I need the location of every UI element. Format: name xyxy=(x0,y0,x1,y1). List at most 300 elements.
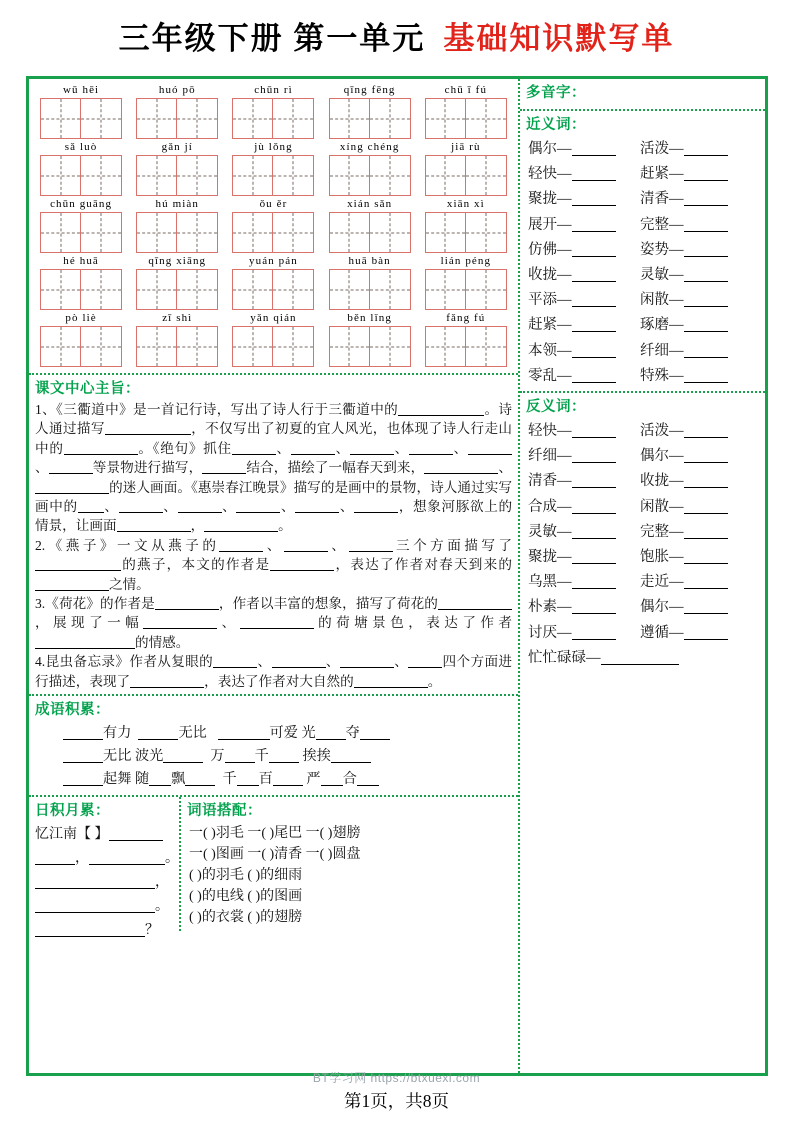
pinyin-cell xyxy=(420,198,512,253)
pinyin-label: gǎn jí xyxy=(161,141,193,153)
fill-in-blank[interactable] xyxy=(684,613,728,614)
antonym-word: 乌黑— xyxy=(528,574,572,591)
fill-in-blank[interactable] xyxy=(237,785,259,786)
idiom-line xyxy=(35,722,512,745)
tianzige-box[interactable] xyxy=(425,326,507,367)
pinyin-row xyxy=(33,312,514,367)
tianzige-box[interactable] xyxy=(425,98,507,139)
tianzige-box[interactable] xyxy=(425,269,507,310)
tianzige-box[interactable] xyxy=(329,326,411,367)
fill-in-blank[interactable] xyxy=(64,454,138,455)
fill-in-blank[interactable] xyxy=(684,281,728,282)
fill-in-blank[interactable] xyxy=(360,739,390,740)
tianzige-box[interactable] xyxy=(232,269,314,310)
pinyin-row xyxy=(33,84,514,139)
idiom-text: 无比 xyxy=(103,748,132,765)
fill-in-blank[interactable] xyxy=(684,563,728,564)
synonym-word: 清香— xyxy=(640,191,684,208)
fill-in-blank[interactable] xyxy=(684,462,728,463)
synonym-item xyxy=(528,187,640,212)
fill-in-blank[interactable] xyxy=(354,512,398,513)
synonym-item xyxy=(640,187,752,212)
fill-in-blank[interactable] xyxy=(684,437,728,438)
antonym-word: 聚拢— xyxy=(528,549,572,566)
left-column xyxy=(29,79,520,1073)
synonym-item xyxy=(640,364,752,389)
antonym-word: 走近— xyxy=(640,574,684,591)
fill-in-blank[interactable] xyxy=(354,687,428,688)
antonym-item xyxy=(528,520,640,545)
fill-in-blank[interactable] xyxy=(684,513,728,514)
tianzige-box[interactable] xyxy=(232,212,314,253)
pinyin-cell xyxy=(227,84,319,139)
idiom-text: 光 xyxy=(301,725,316,742)
pinyin-label: pò liè xyxy=(65,312,97,324)
idiom-text: 起舞 xyxy=(103,771,132,788)
fill-in-blank[interactable] xyxy=(684,357,728,358)
pinyin-label: zī shì xyxy=(162,312,193,324)
idiom-text: 无比 xyxy=(178,725,207,742)
fill-in-blank[interactable] xyxy=(572,281,616,282)
synonym-item xyxy=(528,238,640,263)
antonyms-section xyxy=(520,393,765,673)
fill-in-blank[interactable] xyxy=(684,205,728,206)
fill-in-blank[interactable] xyxy=(572,487,616,488)
antonym-item xyxy=(528,545,640,570)
antonym-word: 纤细— xyxy=(528,448,572,465)
fill-in-blank[interactable] xyxy=(572,538,616,539)
prose-text: ， xyxy=(190,518,205,534)
fill-in-blank[interactable] xyxy=(572,231,616,232)
prose-text: 、 xyxy=(280,499,296,515)
prose-text: 、 xyxy=(275,440,291,456)
matching-line[interactable]: ( )的羽毛 ( )的细雨 xyxy=(189,868,303,884)
fill-in-blank[interactable] xyxy=(63,762,103,763)
fill-in-blank[interactable] xyxy=(119,512,163,513)
fill-in-blank[interactable] xyxy=(35,888,155,889)
riji-panel xyxy=(29,797,181,939)
fill-in-blank[interactable] xyxy=(572,155,616,156)
antonym-item xyxy=(640,621,752,646)
fill-in-blank[interactable] xyxy=(684,306,728,307)
idiom-text: 波光 xyxy=(134,748,164,765)
prose-text: 、 xyxy=(325,654,340,670)
antonym-word: 偶尔— xyxy=(640,448,684,465)
prose-text: 等景物进行描写， xyxy=(92,460,203,476)
fill-in-blank[interactable] xyxy=(35,493,109,494)
bottom-split-section xyxy=(29,797,518,939)
synonym-item xyxy=(640,263,752,288)
idiom-spacer xyxy=(207,725,218,741)
pinyin-cell xyxy=(420,141,512,196)
synonyms-body xyxy=(520,135,765,391)
synonym-row xyxy=(528,187,761,212)
synonym-word: 特殊— xyxy=(640,367,684,384)
prose-text: 、 xyxy=(393,654,409,670)
fill-in-blank[interactable] xyxy=(155,609,219,610)
fill-in-blank[interactable] xyxy=(138,739,178,740)
title-grade-unit: 三年级下册 第一单元 xyxy=(118,20,426,56)
fill-in-blank[interactable] xyxy=(684,231,728,232)
fill-in-blank[interactable] xyxy=(78,512,104,513)
antonym-row xyxy=(528,621,761,646)
fill-in-blank[interactable] xyxy=(684,538,728,539)
prose-text: 、 xyxy=(35,460,49,476)
title-subject: 基础知识默写单 xyxy=(443,20,675,56)
synonym-word: 本领— xyxy=(528,342,572,359)
synonym-word: 活泼— xyxy=(640,141,684,157)
tianzige-box[interactable] xyxy=(329,269,411,310)
main-idea-heading: 课文中心主旨： xyxy=(35,381,140,397)
fill-in-blank[interactable] xyxy=(295,512,339,513)
idiom-text: 千 xyxy=(222,771,237,788)
riji-text: ？ xyxy=(145,923,159,939)
fill-in-blank[interactable] xyxy=(684,155,728,156)
synonym-word: 收拢— xyxy=(528,267,572,284)
antonym-word: 朴素— xyxy=(528,599,572,616)
fill-in-blank[interactable] xyxy=(89,864,165,865)
prose-text: 、 xyxy=(327,537,349,553)
pinyin-rows xyxy=(29,79,518,373)
synonym-item xyxy=(640,313,752,338)
fill-in-blank[interactable] xyxy=(117,531,191,532)
pinyin-label: hé huā xyxy=(63,255,99,267)
fill-in-blank[interactable] xyxy=(572,513,616,514)
fill-in-blank[interactable] xyxy=(572,437,616,438)
fill-in-blank[interactable] xyxy=(225,762,255,763)
fill-in-blank[interactable] xyxy=(218,739,270,740)
fill-in-blank[interactable] xyxy=(684,382,728,383)
tianzige-box[interactable] xyxy=(329,98,411,139)
fill-in-blank[interactable] xyxy=(601,664,679,665)
riji-line xyxy=(35,871,173,895)
idiom-body xyxy=(29,720,518,795)
matching-body xyxy=(181,821,518,928)
tianzige-box[interactable] xyxy=(136,326,218,367)
matching-line[interactable]: 一( )羽毛 一( )尾巴 一( )翅膀 xyxy=(189,826,361,842)
riji-line xyxy=(35,919,173,943)
fill-in-blank[interactable] xyxy=(572,563,616,564)
antonym-row xyxy=(528,646,761,671)
antonym-row xyxy=(528,545,761,570)
fill-in-blank[interactable] xyxy=(284,551,328,552)
synonyms-section xyxy=(520,111,765,393)
pinyin-cell xyxy=(420,84,512,139)
antonym-word: 收拢— xyxy=(640,473,684,490)
prose-text: ，想象河豚欲上的情景，让画面 xyxy=(35,499,513,534)
fill-in-blank[interactable] xyxy=(63,785,103,786)
matching-line[interactable]: 一( )图画 一( )清香 一( )圆盘 xyxy=(189,847,361,863)
antonym-item xyxy=(528,621,640,646)
fill-in-blank[interactable] xyxy=(185,785,215,786)
prose-text: 。 xyxy=(278,518,292,534)
main-idea-body xyxy=(29,399,518,694)
fill-in-blank[interactable] xyxy=(572,462,616,463)
pinyin-cell xyxy=(131,312,223,367)
synonym-word: 完整— xyxy=(640,216,684,233)
fill-in-blank[interactable] xyxy=(232,454,276,455)
fill-in-blank[interactable] xyxy=(438,609,512,610)
synonym-word: 聚拢— xyxy=(528,191,572,208)
fill-in-blank[interactable] xyxy=(572,613,616,614)
fill-in-blank[interactable] xyxy=(240,628,314,629)
main-idea-paragraph xyxy=(35,400,512,536)
pinyin-cell xyxy=(227,312,319,367)
fill-in-blank[interactable] xyxy=(130,687,204,688)
fill-in-blank[interactable] xyxy=(272,667,326,668)
fill-in-blank[interactable] xyxy=(109,840,163,841)
riji-line xyxy=(35,847,179,871)
tianzige-box[interactable] xyxy=(425,212,507,253)
tianzige-box[interactable] xyxy=(136,155,218,196)
fill-in-blank[interactable] xyxy=(178,512,222,513)
riji-text: ， xyxy=(75,851,89,867)
fill-in-blank[interactable] xyxy=(35,648,135,649)
fill-in-blank[interactable] xyxy=(219,551,263,552)
tianzige-box[interactable] xyxy=(40,155,122,196)
idiom-text: 万 xyxy=(210,748,225,765)
pinyin-label: běn lǐng xyxy=(347,312,392,324)
idiom-text: 合 xyxy=(342,771,357,788)
synonym-item xyxy=(528,263,640,288)
tianzige-box[interactable] xyxy=(136,212,218,253)
antonyms-heading: 反义词： xyxy=(526,399,586,416)
tianzige-box[interactable] xyxy=(40,326,122,367)
idiom-text: 千 xyxy=(254,748,269,765)
fill-in-blank[interactable] xyxy=(572,382,616,383)
prose-text: 、 xyxy=(452,440,468,456)
fill-in-blank[interactable] xyxy=(35,936,145,937)
prose-text: 、 xyxy=(498,460,512,476)
idiom-text: 随 xyxy=(134,771,150,788)
synonym-item xyxy=(528,364,640,389)
tianzige-box[interactable] xyxy=(329,155,411,196)
page-number: 第1页，共8页 xyxy=(344,1091,449,1111)
fill-in-blank[interactable] xyxy=(236,512,280,513)
pinyin-label: yǎn qián xyxy=(250,312,297,324)
fill-in-blank[interactable] xyxy=(63,739,103,740)
antonym-row xyxy=(528,520,761,545)
tianzige-box[interactable] xyxy=(136,98,218,139)
fill-in-blank[interactable] xyxy=(468,454,512,455)
fill-in-blank[interactable] xyxy=(572,256,616,257)
pinyin-cell xyxy=(324,312,416,367)
pinyin-cell xyxy=(324,198,416,253)
synonym-row xyxy=(528,364,761,389)
prose-text: 、 xyxy=(217,615,240,631)
fill-in-blank[interactable] xyxy=(331,762,371,763)
page-title xyxy=(0,0,793,62)
tianzige-box[interactable] xyxy=(329,212,411,253)
antonym-word: 灵敏— xyxy=(528,523,572,540)
prose-text: 、 xyxy=(221,499,237,515)
antonym-row xyxy=(528,595,761,620)
pinyin-cell xyxy=(35,141,127,196)
pinyin-label: jiā rù xyxy=(451,141,481,153)
fill-in-blank[interactable] xyxy=(684,588,728,589)
synonym-word: 轻快— xyxy=(528,166,572,183)
antonym-word: 轻快— xyxy=(528,423,572,440)
antonym-word: 合成— xyxy=(528,498,572,515)
fill-in-blank[interactable] xyxy=(408,667,442,668)
synonym-row xyxy=(528,162,761,187)
antonym-item xyxy=(640,520,752,545)
duoyinzi-section xyxy=(520,79,765,111)
riji-text: 。 xyxy=(155,899,169,915)
fill-in-blank[interactable] xyxy=(163,762,203,763)
pinyin-cell xyxy=(227,198,319,253)
antonym-row xyxy=(528,419,761,444)
right-column xyxy=(520,79,765,1073)
fill-in-blank[interactable] xyxy=(684,487,728,488)
synonym-item xyxy=(528,213,640,238)
fill-in-blank[interactable] xyxy=(409,454,453,455)
prose-text: 。《绝句》抓住 xyxy=(137,440,232,456)
matching-heading: 词语搭配： xyxy=(187,803,262,820)
prose-text: 、 xyxy=(334,440,350,456)
pinyin-label: chū ī fú xyxy=(444,84,488,96)
tianzige-box[interactable] xyxy=(40,212,122,253)
riji-text: ， xyxy=(155,875,169,891)
synonym-word: 偶尔— xyxy=(528,141,572,157)
pinyin-label: lián péng xyxy=(440,255,492,267)
fill-in-blank[interactable] xyxy=(202,473,246,474)
synonym-item xyxy=(528,339,640,364)
prose-text: ，表达了作者对春天到来的 xyxy=(334,557,513,573)
antonym-word: 讨厌— xyxy=(528,624,572,641)
pinyin-label: xíng chéng xyxy=(339,141,400,153)
riji-text: 忆江南【 】 xyxy=(35,827,109,843)
fill-in-blank[interactable] xyxy=(35,912,155,913)
prose-text: 三个方面描写了 xyxy=(392,537,513,553)
tianzige-box[interactable] xyxy=(232,155,314,196)
fill-in-blank[interactable] xyxy=(572,306,616,307)
matching-line[interactable]: ( )的电线 ( )的图画 xyxy=(189,889,303,905)
fill-in-blank[interactable] xyxy=(49,473,93,474)
prose-text: 3.《荷花》的作者是 xyxy=(35,596,155,612)
idiom-text: 百 xyxy=(258,771,273,788)
antonym-row xyxy=(528,469,761,494)
idiom-line xyxy=(35,745,512,768)
fill-in-blank[interactable] xyxy=(321,785,343,786)
antonym-item xyxy=(528,444,640,469)
synonyms-heading: 近义词： xyxy=(526,117,586,133)
fill-in-blank[interactable] xyxy=(572,205,616,206)
synonym-row xyxy=(528,263,761,288)
tianzige-box[interactable] xyxy=(40,269,122,310)
fill-in-blank[interactable] xyxy=(143,628,217,629)
prose-text: 。 xyxy=(427,673,442,689)
tianzige-box[interactable] xyxy=(136,269,218,310)
idiom-heading: 成语积累： xyxy=(35,702,110,719)
fill-in-blank[interactable] xyxy=(684,180,728,181)
pinyin-label: huā bàn xyxy=(348,255,391,267)
fill-in-blank[interactable] xyxy=(424,473,498,474)
fill-in-blank[interactable] xyxy=(684,639,728,640)
fill-in-blank[interactable] xyxy=(149,785,171,786)
pinyin-label: wū hēi xyxy=(62,84,100,96)
antonym-item xyxy=(528,595,640,620)
prose-text: 、 xyxy=(103,499,119,515)
fill-in-blank[interactable] xyxy=(684,256,728,257)
synonym-word: 平添— xyxy=(528,292,572,309)
synonym-row xyxy=(528,238,761,263)
pinyin-cell xyxy=(35,198,127,253)
riji-body xyxy=(29,821,179,943)
fill-in-blank[interactable] xyxy=(572,331,616,332)
fill-in-blank[interactable] xyxy=(213,667,257,668)
fill-in-blank[interactable] xyxy=(35,864,75,865)
fill-in-blank[interactable] xyxy=(35,590,109,591)
fill-in-blank[interactable] xyxy=(398,415,484,416)
pinyin-row xyxy=(33,198,514,253)
main-idea-paragraph xyxy=(35,536,512,594)
fill-in-blank[interactable] xyxy=(269,762,299,763)
synonym-item xyxy=(528,288,640,313)
fill-in-blank[interactable] xyxy=(572,639,616,640)
prose-text: ，不仅写出了初夏的宜人风光，也体现了诗人行走山中的 xyxy=(35,421,513,456)
prose-text: ，作者以丰富的想象，描写了荷花的 xyxy=(218,596,438,612)
riji-heading: 日积月累： xyxy=(35,803,110,820)
prose-text: 、 xyxy=(162,499,178,515)
antonym-item xyxy=(640,444,752,469)
antonym-row xyxy=(528,495,761,520)
riji-text: 。 xyxy=(165,851,179,867)
fill-in-blank[interactable] xyxy=(340,667,394,668)
fill-in-blank[interactable] xyxy=(572,357,616,358)
main-idea-section xyxy=(29,375,518,696)
antonym-item xyxy=(640,570,752,595)
antonym-item xyxy=(528,570,640,595)
antonym-row xyxy=(528,570,761,595)
synonym-word: 零乱— xyxy=(528,367,572,384)
fill-in-blank[interactable] xyxy=(273,785,303,786)
pinyin-row xyxy=(33,255,514,310)
antonym-word: 活泼— xyxy=(640,423,684,440)
tianzige-box[interactable] xyxy=(232,326,314,367)
pinyin-cell xyxy=(35,312,127,367)
fill-in-blank[interactable] xyxy=(35,570,121,571)
tianzige-box[interactable] xyxy=(40,98,122,139)
antonym-item xyxy=(640,545,752,570)
matching-line[interactable]: ( )的衣裳 ( )的翅膀 xyxy=(189,910,303,926)
prose-text: 四个方面进行描述，表现了 xyxy=(35,654,513,689)
prose-text: 。诗人通过描写 xyxy=(35,402,512,437)
fill-in-blank[interactable] xyxy=(270,570,334,571)
fill-in-blank[interactable] xyxy=(105,434,191,435)
fill-in-blank[interactable] xyxy=(316,739,346,740)
synonym-word: 闲散— xyxy=(640,292,684,309)
prose-text: 的情感。 xyxy=(135,634,190,650)
fill-in-blank[interactable] xyxy=(572,588,616,589)
fill-in-blank[interactable] xyxy=(204,531,278,532)
tianzige-box[interactable] xyxy=(232,98,314,139)
pinyin-label: qīng fēng xyxy=(343,84,396,96)
antonyms-body xyxy=(520,417,765,673)
pinyin-cell xyxy=(35,255,127,310)
fill-in-blank[interactable] xyxy=(349,551,393,552)
tianzige-box[interactable] xyxy=(425,155,507,196)
fill-in-blank[interactable] xyxy=(572,180,616,181)
idiom-text: 严 xyxy=(306,771,321,788)
fill-in-blank[interactable] xyxy=(684,331,728,332)
pinyin-label: hú miàn xyxy=(155,198,199,210)
synonym-word: 赶紧— xyxy=(640,166,684,183)
fill-in-blank[interactable] xyxy=(350,454,394,455)
fill-in-blank[interactable] xyxy=(357,785,379,786)
fill-in-blank[interactable] xyxy=(291,454,335,455)
idiom-text: 有力 xyxy=(103,725,132,742)
